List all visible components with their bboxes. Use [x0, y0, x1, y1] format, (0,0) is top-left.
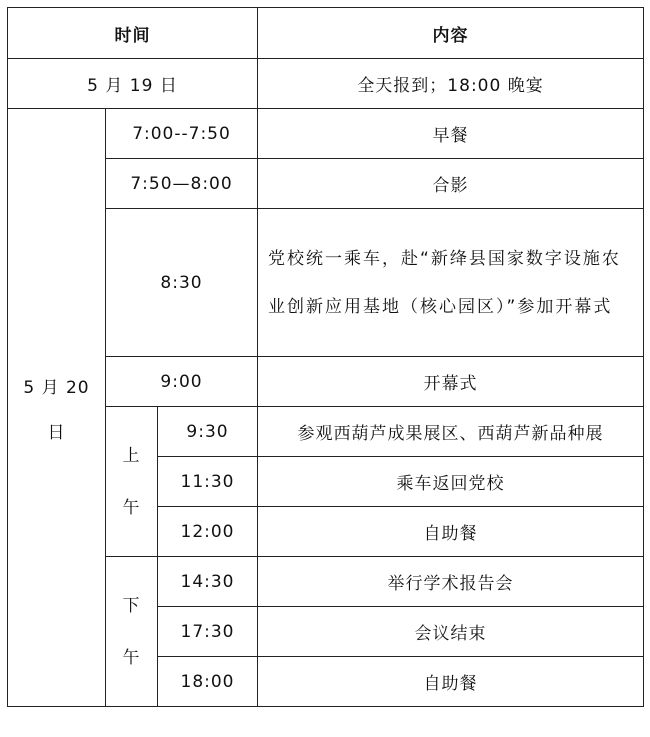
time-cell: 9:30: [158, 407, 258, 457]
content-cell: 会议结束: [258, 607, 644, 657]
day2-date-line2: 日: [47, 422, 66, 443]
time-cell: 18:00: [158, 657, 258, 707]
content-cell: 开幕式: [258, 357, 644, 407]
time-cell: 7:00--7:50: [106, 109, 258, 159]
content-cell: 党校统一乘车，赴“新绛县国家数字设施农业创新应用基地（核心园区）”参加开幕式: [258, 209, 644, 357]
time-cell: 11:30: [158, 457, 258, 507]
morning-label-char1: 上: [122, 445, 141, 466]
header-row: [8, 8, 644, 59]
day2-date-line1: 5 月 20: [23, 377, 90, 398]
header-time: 时间: [8, 8, 258, 59]
day2-date-cell: [8, 109, 106, 707]
content-cell: 早餐: [258, 109, 644, 159]
day1-date: 5 月 19 日: [8, 59, 258, 109]
time-cell: 7:50—8:00: [106, 159, 258, 209]
content-cell: 自助餐: [258, 507, 644, 557]
time-cell: 12:00: [158, 507, 258, 557]
afternoon-label-char1: 下: [122, 595, 141, 616]
afternoon-label-char2: 午: [122, 647, 141, 668]
morning-label-cell: [106, 407, 158, 557]
content-cell: 参观西葫芦成果展区、西葫芦新品种展: [258, 407, 644, 457]
header-content: 内容: [258, 8, 644, 59]
table-row: [8, 109, 644, 159]
schedule-table: [7, 7, 644, 707]
content-cell: 合影: [258, 159, 644, 209]
afternoon-label-cell: [106, 557, 158, 707]
day1-content: 全天报到；18:00 晚宴: [258, 59, 644, 109]
time-cell: 17:30: [158, 607, 258, 657]
table-row: [8, 59, 644, 109]
time-cell: 8:30: [106, 209, 258, 357]
time-cell: 14:30: [158, 557, 258, 607]
morning-label-char2: 午: [122, 497, 141, 518]
content-cell: 举行学术报告会: [258, 557, 644, 607]
time-cell: 9:00: [106, 357, 258, 407]
content-cell: 自助餐: [258, 657, 644, 707]
content-cell: 乘车返回党校: [258, 457, 644, 507]
